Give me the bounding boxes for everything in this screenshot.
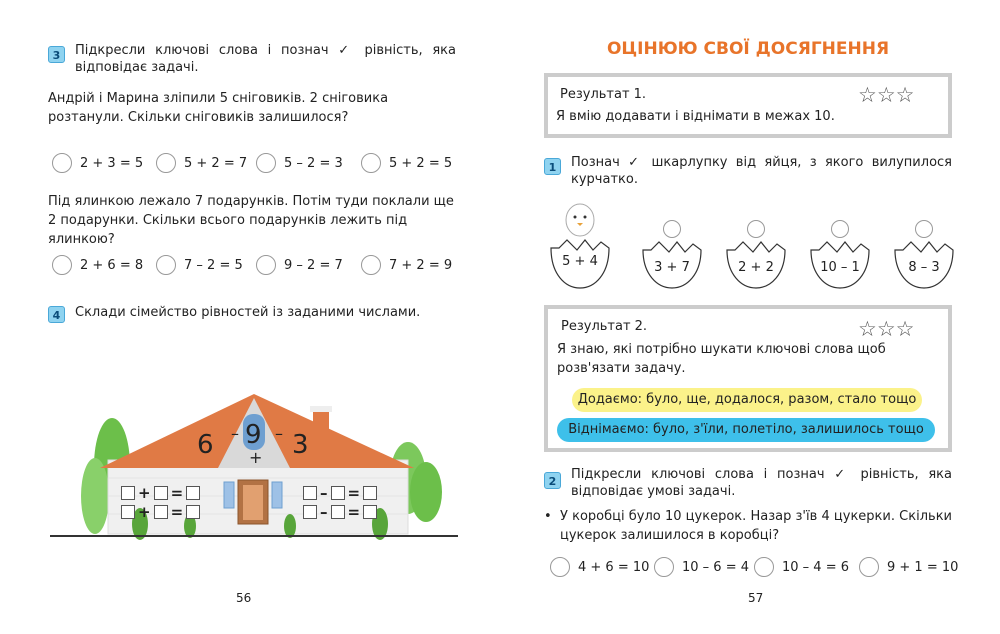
checkbox-circle[interactable]: [156, 255, 176, 275]
answer-box[interactable]: [363, 486, 377, 500]
egg-label: 8 – 3: [908, 260, 940, 275]
task4-badge: 4: [48, 306, 65, 323]
add-keywords-pill: Додаємо: було, ще, додалося, разом, стало тощо: [572, 388, 922, 412]
task1-instruction: Познач ✓ шкарлупку від яйця, з якого вилупилося курчатко.: [571, 155, 952, 187]
house-minus-right: –: [275, 424, 283, 443]
option-label: 4 + 6 = 10: [578, 559, 650, 575]
task3-option1-4[interactable]: [361, 152, 452, 174]
option-label: 9 – 2 = 7: [284, 257, 343, 273]
egg-shell-icon: [805, 220, 875, 290]
task3-option1-3[interactable]: [256, 152, 343, 174]
checkbox-circle[interactable]: [256, 153, 276, 173]
option-label: 5 + 2 = 5: [389, 155, 453, 171]
egg-label: 5 + 4: [562, 254, 598, 269]
egg-shell[interactable]: [889, 220, 959, 290]
answer-box[interactable]: [331, 505, 345, 519]
plus-sign: +: [138, 484, 151, 502]
task1-badge: 1: [544, 158, 561, 175]
task3-instruction: Підкресли ключові слова і познач ✓ рівність, яка відповідає задачі.: [75, 43, 456, 75]
equation-row: [121, 503, 200, 521]
equals-sign: =: [170, 503, 184, 521]
checkbox-circle[interactable]: [361, 153, 381, 173]
option-label: 5 – 2 = 3: [284, 155, 343, 171]
answer-box[interactable]: [121, 505, 135, 519]
sub-keywords-pill: Віднімаємо: було, з'їли, полетіло, залишилось тощо: [557, 418, 935, 442]
page-number-right: 57: [748, 591, 764, 605]
tree-icon: [410, 462, 442, 522]
option-label: 7 – 2 = 5: [184, 257, 243, 273]
task3-option2-3[interactable]: [256, 254, 343, 276]
minus-sign: –: [320, 484, 328, 502]
house-right-number: 3: [292, 430, 309, 460]
equation-row: [121, 484, 200, 502]
egg-label: 3 + 7: [654, 260, 690, 275]
option-label: 5 + 2 = 7: [184, 155, 248, 171]
option-label: 7 + 2 = 9: [389, 257, 453, 273]
task3-problem2: Під ялинкою лежало 7 подарунків. Потім туди поклали ще 2 подарунки. Скільки всього подарунків лежить під ялинкою?: [48, 194, 454, 247]
answer-box[interactable]: [331, 486, 345, 500]
checkbox-circle[interactable]: [654, 557, 674, 577]
option-label: 9 + 1 = 10: [887, 559, 959, 575]
answer-box[interactable]: [154, 486, 168, 500]
task3-option1-2[interactable]: [156, 152, 247, 174]
house-left-number: 6: [197, 430, 214, 460]
checkbox-circle[interactable]: [52, 255, 72, 275]
house-minus-left: –: [231, 424, 239, 443]
result1-panel: [544, 73, 952, 138]
task3-option2-4[interactable]: [361, 254, 452, 276]
answer-box[interactable]: [363, 505, 377, 519]
bullet: •: [544, 509, 552, 524]
checkbox-circle[interactable]: [52, 153, 72, 173]
task4-instruction: Склади сімейство рівностей із заданими числами.: [75, 305, 421, 320]
option-label: 2 + 3 = 5: [80, 155, 144, 171]
task3-option2-1[interactable]: [52, 254, 143, 276]
house-top-number: 9: [245, 420, 262, 450]
task2-badge: 2: [544, 472, 561, 489]
page-number-left: 56: [236, 591, 252, 605]
equals-sign: =: [347, 484, 361, 502]
egg-shell[interactable]: [721, 220, 791, 290]
egg-shell-icon: [889, 220, 959, 290]
page-heading: ОЦІНЮЮ СВОЇ ДОСЯГНЕННЯ: [606, 39, 890, 59]
equation-row: [303, 484, 377, 502]
egg-shell[interactable]: [637, 220, 707, 290]
checkbox-circle[interactable]: [156, 153, 176, 173]
option-label: 10 – 6 = 4: [682, 559, 750, 575]
plus-sign: +: [138, 503, 151, 521]
task3-option2-2[interactable]: [156, 254, 243, 276]
task2-option-2[interactable]: [654, 556, 749, 578]
checkbox-circle[interactable]: [550, 557, 570, 577]
checkbox-circle[interactable]: [754, 557, 774, 577]
checkbox-circle[interactable]: [859, 557, 879, 577]
tree-icon: [81, 458, 109, 534]
answer-box[interactable]: [303, 486, 317, 500]
task3-option1-1[interactable]: [52, 152, 143, 174]
equation-row: [303, 503, 377, 521]
equals-sign: =: [347, 503, 361, 521]
egg-shell-with-chick[interactable]: [545, 196, 615, 290]
egg-label: 2 + 2: [738, 260, 774, 275]
result2-panel: [544, 305, 952, 452]
result1-title: Результат 1.: [560, 87, 647, 102]
task2-instruction: Підкресли ключові слова і познач ✓ рівність, яка відповідає умові задачі.: [571, 467, 952, 499]
task2-option-3[interactable]: [754, 556, 849, 578]
star-rating[interactable]: ☆☆☆: [858, 317, 915, 341]
task3-problem1: Андрій і Марина зліпили 5 сніговиків. 2 сніговика розтанули. Скільки сніговиків залишилося?: [48, 91, 389, 125]
checkbox-circle[interactable]: [361, 255, 381, 275]
task2-option-1[interactable]: [550, 556, 649, 578]
task2-problem: У коробці було 10 цукерок. Назар з'їв 4 цукерки. Скільки цукерок залишилося в коробці?: [560, 509, 952, 543]
house-plus: +: [249, 448, 263, 467]
answer-box[interactable]: [121, 486, 135, 500]
egg-label: 10 – 1: [820, 260, 860, 275]
option-label: 2 + 6 = 8: [80, 257, 144, 273]
task2-option-4[interactable]: [859, 556, 958, 578]
result2-title: Результат 2.: [561, 319, 648, 334]
answer-box[interactable]: [186, 505, 200, 519]
answer-box[interactable]: [186, 486, 200, 500]
egg-shell-icon: [637, 220, 707, 290]
minus-sign: –: [320, 503, 328, 521]
chick-icon: [545, 196, 615, 290]
equals-sign: =: [170, 484, 184, 502]
option-label: 10 – 4 = 6: [782, 559, 850, 575]
checkbox-circle[interactable]: [256, 255, 276, 275]
egg-shell-icon: [721, 220, 791, 290]
task3-badge: 3: [48, 46, 65, 63]
answer-box[interactable]: [303, 505, 317, 519]
star-rating[interactable]: ☆☆☆: [858, 83, 915, 107]
result2-text: Я знаю, які потрібно шукати ключові слова щоб розв'язати задачу.: [557, 342, 886, 376]
egg-shell[interactable]: [805, 220, 875, 290]
result1-text: Я вмію додавати і віднімати в межах 10.: [556, 109, 835, 124]
answer-box[interactable]: [154, 505, 168, 519]
